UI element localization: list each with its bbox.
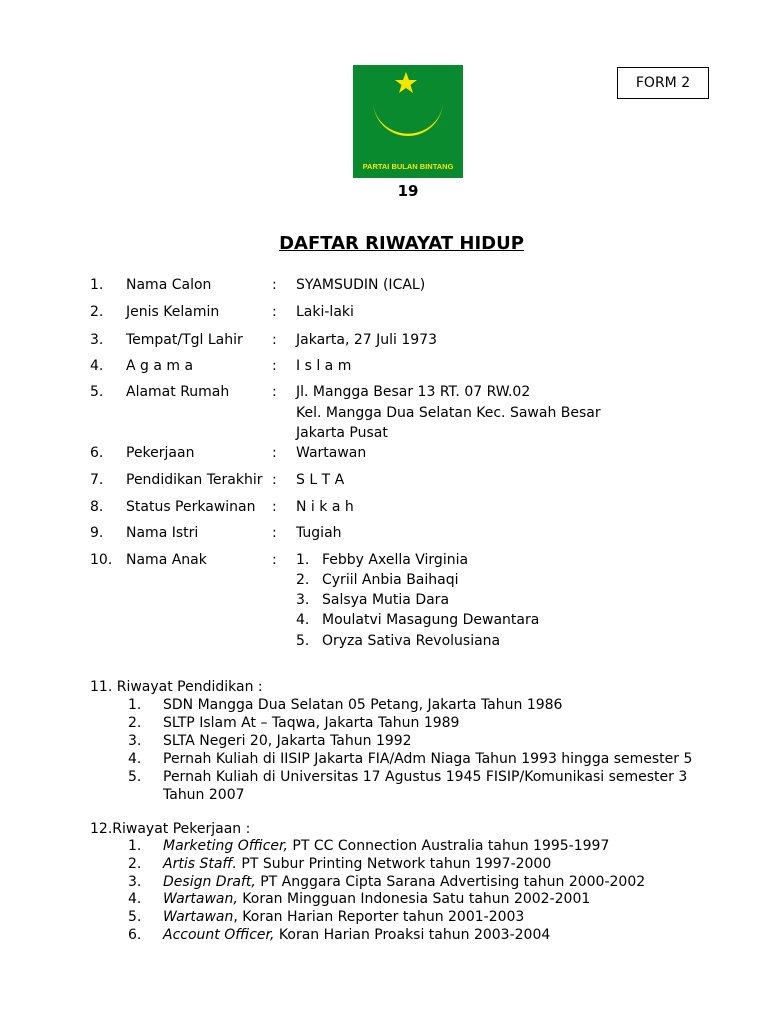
field-number: 1. — [90, 277, 104, 293]
field-number: 9. — [90, 525, 104, 541]
education-heading: 11. Riwayat Pendidikan : — [90, 679, 263, 695]
crescent-star-logo-icon — [353, 65, 463, 178]
field-value: S L T A — [296, 472, 345, 488]
field-colon: : — [272, 332, 277, 348]
field-value: I s l a m — [296, 358, 352, 374]
field-number: 4. — [90, 358, 104, 374]
education-text: Pernah Kuliah di IISIP Jakarta FIA/Adm Niaga Tahun 1993 hingga semester 5 — [163, 751, 693, 767]
education-number: 1. — [128, 697, 142, 713]
education-number: 5. — [128, 769, 142, 785]
form-label-box — [617, 67, 709, 99]
address-line: Kel. Mangga Dua Selatan Kec. Sawah Besar — [296, 405, 601, 421]
work-detail: PT Subur Printing Network tahun 1997-2000 — [236, 856, 552, 872]
work-text — [163, 837, 609, 855]
child-number: 5. — [296, 633, 310, 649]
field-colon: : — [272, 304, 277, 320]
field-number: 10. — [90, 552, 113, 568]
logo-number: 19 — [397, 182, 419, 200]
education-number: 4. — [128, 751, 142, 767]
work-detail: Koran Mingguan Indonesia Satu tahun 2002-2001 — [237, 891, 591, 907]
form-label: FORM 2 — [635, 75, 691, 91]
field-colon: : — [272, 525, 277, 541]
field-number: 6. — [90, 445, 104, 461]
education-text: SLTP Islam At – Taqwa, Jakarta Tahun 1989 — [163, 715, 460, 731]
field-number: 2. — [90, 304, 104, 320]
work-role: Account Officer, — [163, 927, 275, 943]
work-detail: PT CC Connection Australia tahun 1995-1997 — [287, 838, 610, 854]
work-number: 6. — [128, 927, 142, 943]
child-name: Oryza Sativa Revolusiana — [322, 633, 501, 649]
field-label: A g a m a — [126, 358, 194, 374]
work-number: 5. — [128, 909, 142, 925]
education-number: 2. — [128, 715, 142, 731]
child-name: Salsya Mutia Dara — [322, 592, 450, 608]
education-number: 3. — [128, 733, 142, 749]
work-text — [163, 926, 550, 944]
field-value: SYAMSUDIN (ICAL) — [296, 277, 426, 293]
education-text: Tahun 2007 — [163, 787, 245, 803]
work-text — [163, 855, 551, 873]
field-colon: : — [272, 277, 277, 293]
field-label: Pekerjaan — [126, 445, 195, 461]
work-number: 1. — [128, 838, 142, 854]
party-logo — [353, 65, 463, 178]
child-number: 1. — [296, 552, 310, 568]
field-value: Tugiah — [296, 525, 342, 541]
work-text — [163, 890, 590, 908]
work-text — [163, 908, 524, 926]
field-value: Wartawan — [296, 445, 367, 461]
field-number: 8. — [90, 499, 104, 515]
work-detail: , Koran Harian Reporter tahun 2001-2003 — [233, 909, 525, 925]
work-role: Artis Staff. — [163, 856, 237, 872]
field-colon: : — [272, 499, 277, 515]
education-text: SLTA Negeri 20, Jakarta Tahun 1992 — [163, 733, 412, 749]
field-label: Nama Anak — [126, 552, 207, 568]
field-label: Pendidikan Terakhir — [126, 472, 263, 488]
field-value: N i k a h — [296, 499, 354, 515]
work-text — [163, 873, 645, 891]
work-role: Wartawan, — [163, 891, 238, 907]
work-number: 3. — [128, 874, 142, 890]
child-number: 4. — [296, 612, 310, 628]
work-detail: PT Anggara Cipta Sarana Advertising tahun 2000-2002 — [255, 874, 646, 890]
work-heading: 12.Riwayat Pekerjaan : — [90, 821, 251, 837]
field-colon: : — [272, 358, 277, 374]
education-text: Pernah Kuliah di Universitas 17 Agustus 1945 FISIP/Komunikasi semester 3 — [163, 769, 688, 785]
field-label: Jenis Kelamin — [126, 304, 220, 320]
child-name: Febby Axella Virginia — [322, 552, 469, 568]
logo-text: PARTAI BULAN BINTANG — [362, 162, 454, 171]
field-label: Nama Calon — [126, 277, 212, 293]
field-value: Jakarta, 27 Juli 1973 — [296, 332, 437, 348]
education-text: SDN Mangga Dua Selatan 05 Petang, Jakarta Tahun 1986 — [163, 697, 563, 713]
field-label: Tempat/Tgl Lahir — [126, 332, 243, 348]
work-role: Marketing Officer, — [163, 838, 288, 854]
field-number: 5. — [90, 384, 104, 400]
work-number: 2. — [128, 856, 142, 872]
field-colon: : — [272, 445, 277, 461]
field-number: 7. — [90, 472, 104, 488]
child-number: 3. — [296, 592, 310, 608]
field-label: Alamat Rumah — [126, 384, 230, 400]
work-role: Wartawan — [163, 909, 234, 925]
child-name: Cyriil Anbia Baihaqi — [322, 572, 459, 588]
address-line: Jakarta Pusat — [296, 425, 388, 441]
child-name: Moulatvi Masagung Dewantara — [322, 612, 540, 628]
field-label: Status Perkawinan — [126, 499, 256, 515]
field-colon: : — [272, 384, 277, 400]
work-role: Design Draft, — [163, 874, 256, 890]
field-label: Nama Istri — [126, 525, 199, 541]
work-detail: Koran Harian Proaksi tahun 2003-2004 — [274, 927, 551, 943]
field-number: 3. — [90, 332, 104, 348]
field-value: Jl. Mangga Besar 13 RT. 07 RW.02 — [296, 384, 531, 400]
child-number: 2. — [296, 572, 310, 588]
field-colon: : — [272, 472, 277, 488]
field-value: Laki-laki — [296, 304, 354, 320]
field-colon: : — [272, 552, 277, 568]
page-title: DAFTAR RIWAYAT HIDUP — [279, 233, 524, 254]
work-number: 4. — [128, 891, 142, 907]
